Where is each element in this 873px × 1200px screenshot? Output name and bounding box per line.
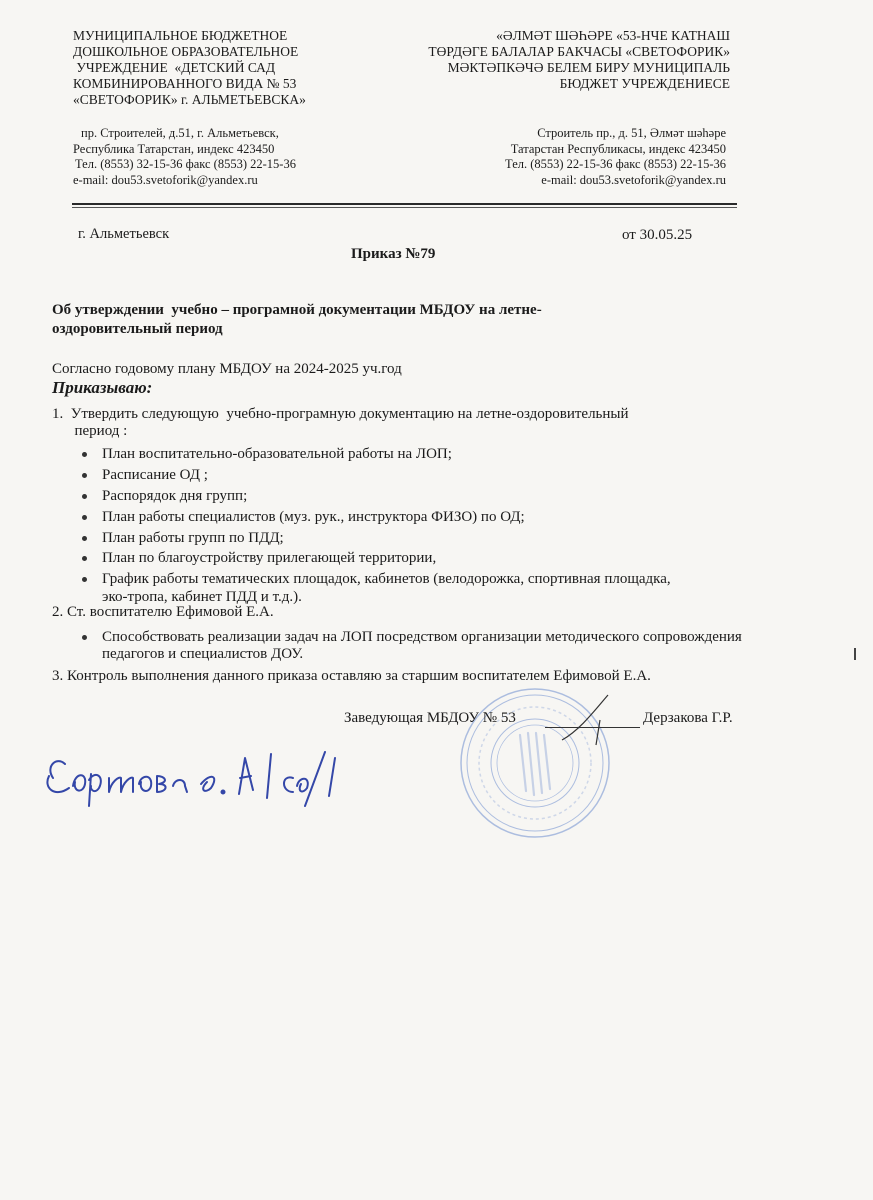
item-text: 1. Утвердить следующую учебно-програмную документацию на летне-оздоровительный xyxy=(52,406,629,422)
address-right xyxy=(420,126,726,188)
header-left-line: МУНИЦИПАЛЬНОЕ БЮДЖЕТНОЕ xyxy=(73,28,288,43)
order-title: Приказ №79 xyxy=(351,246,436,262)
header-right-line: МӘКТӘПКӘЧӘ БЕЛЕМ БИРУ МУНИЦИПАЛЬ xyxy=(447,60,730,75)
list-item-text: Способствовать реализации задач на ЛОП посредством организации методического сопровождения педагогов и специалистов ДОУ. xyxy=(102,629,742,663)
order-item-3: 3. Контроль выполнения данного приказа оставляю за старшим воспитателем Ефимовой Е.А. xyxy=(52,668,651,684)
handwritten-signature xyxy=(35,736,395,816)
header-divider xyxy=(72,203,737,205)
bullet-icon xyxy=(82,536,87,541)
address-right-line: Татарстан Республикасы, индекс 423450 xyxy=(510,141,726,156)
order-date: от 30.05.25 xyxy=(622,227,693,243)
list-item-text: План работы специалистов (муз. рук., инструктора ФИЗО) по ОД; xyxy=(102,508,525,525)
address-left-line: Республика Татарстан, индекс 423450 xyxy=(73,141,275,156)
subject-line: оздоровительный период xyxy=(52,321,223,337)
bullet-icon xyxy=(82,473,87,478)
list-item xyxy=(82,509,742,526)
list-item xyxy=(82,530,742,547)
director-signature xyxy=(560,690,630,750)
item-2-bullet-list xyxy=(82,629,742,667)
header-left-line: УЧРЕЖДЕНИЕ «ДЕТСКИЙ САД xyxy=(73,60,276,75)
order-subject xyxy=(52,301,652,339)
header-left-line: «СВЕТОФОРИК» г. АЛЬМЕТЬЕВСКА» xyxy=(73,92,306,107)
city: г. Альметьевск xyxy=(78,226,170,242)
subject-line: Об утверждении учебно – програмной документации МБДОУ на летне- xyxy=(52,302,542,318)
list-item-text: План по благоустройству прилегающей территории, xyxy=(102,550,437,567)
scan-edge xyxy=(854,648,856,660)
address-left xyxy=(73,126,373,188)
header-right-line: ТӨРДӘГЕ БАЛАЛАР БАКЧАСЫ «СВЕТОФОРИК» xyxy=(428,44,730,59)
list-item xyxy=(82,488,742,505)
header-left-line: ДОШКОЛЬНОЕ ОБРАЗОВАТЕЛЬНОЕ xyxy=(73,44,299,59)
list-item xyxy=(82,629,742,663)
header-right-line: «ӘЛМӘТ ШӘҺӘРЕ «53-НЧЕ КАТНАШ xyxy=(496,28,730,43)
email-left: e-mail: dou53.svetoforik@yandex.ru xyxy=(73,172,258,187)
list-item xyxy=(82,550,742,567)
bullet-icon xyxy=(82,556,87,561)
list-item-text: Расписание ОД ; xyxy=(102,466,208,483)
address-right-line: Тел. (8553) 22-15-36 факс (8553) 22-15-36 xyxy=(505,157,726,171)
item-text: период : xyxy=(52,423,128,439)
bullet-icon xyxy=(82,635,87,640)
header-left-line: КОМБИНИРОВАННОГО ВИДА № 53 xyxy=(73,76,297,91)
list-item-text: План воспитательно-образовательной работы на ЛОП; xyxy=(102,446,452,462)
signature-underline xyxy=(545,727,640,728)
list-item-text: План работы групп по ПДД; xyxy=(102,529,284,546)
header-right-org xyxy=(400,28,730,92)
bullet-icon xyxy=(82,577,87,582)
orders-heading: Приказываю: xyxy=(52,378,153,397)
bullet-icon xyxy=(82,515,87,520)
item-1-bullet-list xyxy=(82,446,742,609)
order-item-1 xyxy=(52,406,732,440)
list-item-text: Распорядок дня групп; xyxy=(102,487,248,504)
header-right-line: БЮДЖЕТ УЧРЕЖДЕНИЕСЕ xyxy=(559,76,730,91)
order-basis: Согласно годовому плану МБДОУ на 2024-2025 уч.год xyxy=(52,361,402,377)
list-item xyxy=(82,467,742,484)
order-item-2: 2. Ст. воспитателю Ефимовой Е.А. xyxy=(52,604,274,620)
address-left-line: пр. Строителей, д.51, г. Альметьевск, xyxy=(81,126,279,140)
bullet-icon xyxy=(82,452,87,457)
address-left-line: Тел. (8553) 32-15-36 факс (8553) 22-15-36 xyxy=(75,157,296,171)
header-divider-thin xyxy=(72,207,737,208)
signatory-name: Дерзакова Г.Р. xyxy=(643,710,733,726)
list-item-text: График работы тематических площадок, кабинетов (велодорожка, спортивная площадка, эко-тропа, кабинет ПДД и т.д.). xyxy=(102,571,671,605)
email-right: e-mail: dou53.svetoforik@yandex.ru xyxy=(541,172,726,187)
header-left-org xyxy=(73,28,373,108)
address-right-line: Строитель пр., д. 51, Әлмәт шәһәре xyxy=(537,126,726,140)
signatory-position: Заведующая МБДОУ № 53 xyxy=(344,710,516,726)
bullet-icon xyxy=(82,494,87,499)
list-item xyxy=(82,571,692,605)
list-item xyxy=(82,446,742,463)
